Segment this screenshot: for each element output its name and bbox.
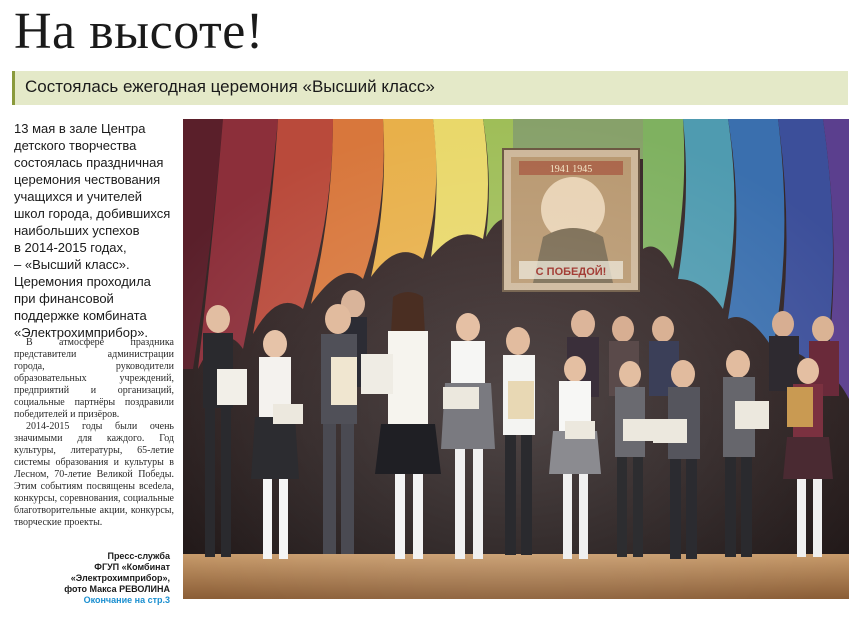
lead-line: «Электрохимприбор».: [14, 325, 149, 340]
lead-line: учащихся и учителей: [14, 189, 143, 204]
body-paragraph: В атмосфере праздника представители администрации города, руководители образовательных учреждений, предприятий и организаций, социальные партнёры поздравили победителей и призёров.: [14, 337, 174, 420]
lead-line: церемония чествования: [14, 172, 161, 187]
page-headline: На высоте!: [14, 3, 264, 60]
credit-line: Пресс-служба: [107, 551, 170, 561]
lead-line: состоялась праздничная: [14, 155, 164, 170]
lead-line: детского творчества: [14, 138, 137, 153]
credit-line: «Электрохимприбор»,: [70, 573, 170, 583]
lead-line: поддержке комбината: [14, 308, 147, 323]
body-paragraph: 2014-2015 годы были очень значимыми для каждого. Год культуры, литературы, 65-летие системы образования и культуры в Лесном, 70-летие Великой Победы. Этим событиям посвящены всеdела, конкурсы, соревнования, социальные благотворительные акции, конкурсы, творческие проекты.: [14, 421, 174, 528]
lead-paragraph: [14, 120, 174, 341]
subheadline: Состоялась ежегодная церемония «Высший класс»: [25, 77, 435, 96]
lead-line: наибольших успехов: [14, 223, 140, 238]
credit-line: фото Макса РЕВОЛИНА: [64, 584, 170, 594]
lead-line: – «Высший класс».: [14, 257, 130, 272]
credit-line: ФГУП «Комбинат: [94, 562, 170, 572]
lead-line: при финансовой: [14, 291, 114, 306]
lead-line: в 2014-2015 годах,: [14, 240, 127, 255]
article-body: [14, 337, 174, 529]
lead-line: школ города, добившихся: [14, 206, 171, 221]
continuation-link[interactable]: Окончание на стр.3: [83, 595, 170, 605]
ceremony-photo: [183, 119, 849, 599]
lead-line: Церемония проходила: [14, 274, 151, 289]
lead-line: 13 мая в зале Центра: [14, 121, 146, 136]
photo-credit: [0, 551, 170, 595]
subheadline-bar: [12, 71, 848, 105]
